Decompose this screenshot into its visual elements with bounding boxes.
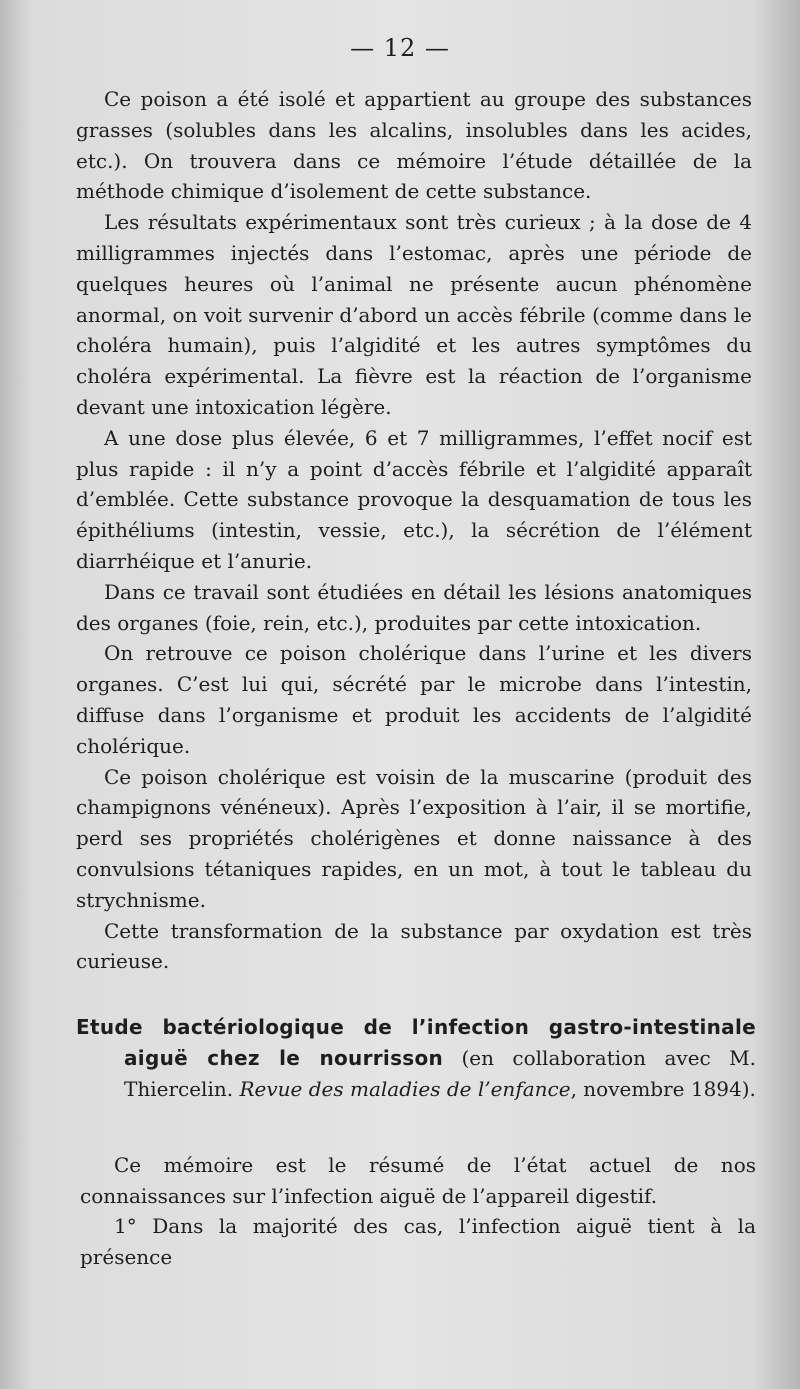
paragraph: Les résultats expérimentaux sont très curieux ; à la dose de 4 milligrammes injectés dans l’estomac, après une période de quelques heures où l’animal ne présente aucun phénomène anormal, on voit survenir d’abord un accès fébrile (comme dans le choléra humain), puis l’algidité et les autres symptômes du choléra expérimental. La fièvre est la réaction de l’organisme devant une intoxication légère.: [76, 210, 752, 419]
paragraph: Cette transformation de la substance par oxydation est très curieuse.: [76, 918, 752, 974]
page-number: — 12 —: [350, 34, 450, 62]
paragraph: Ce poison a été isolé et appartient au groupe des substances grasses (solubles dans les alcalins, insolubles dans les acides, etc.). On trouvera dans ce mémoire l’étude détaillée de la méthode chimique d’isolement de cette substance.: [76, 87, 752, 204]
paragraph: A une dose plus élevée, 6 et 7 milligrammes, l’effet nocif est plus rapide : il n’y a point d’accès fébrile et l’algidité apparaît d’emblée. Cette substance provoque la desquamation de tous les épithéliums (intestin, vessie, etc.), la sécrétion de l’élément diarrhéique et l’anurie.: [76, 425, 752, 573]
section-journal: Revue des maladies de l’enfance: [239, 1077, 571, 1101]
section-date: , novembre 1894).: [570, 1077, 756, 1101]
section-collaboration: (en collaboration avec M. Thiercelin.: [124, 1046, 756, 1101]
paragraph: On retrouve ce poison cholérique dans l’urine et les divers organes. C’est lui qui, sécrété par le microbe dans l’intestin, diffuse dans l’organisme et produit les accidents de l’algidité cholérique.: [76, 641, 752, 758]
section-title: Etude bactériologique de l’infection gastro-intestinale aiguë chez le nourrisson: [76, 1015, 756, 1070]
body-text: [76, 84, 752, 977]
paragraph: Ce poison cholérique est voisin de la muscarine (produit des champignons vénéneux). Après l’exposition à l’air, il se mortifie, perd ses propriétés cholérigènes et donne naissance à des convulsions tétaniques rapides, en un mot, à tout le tableau du strychnisme.: [76, 764, 752, 912]
section-paragraph: 1° Dans la majorité des cas, l’infection aiguë tient à la présence: [80, 1214, 756, 1269]
section-paragraph: Ce mémoire est le résumé de l’état actuel de nos connaissances sur l’infection aiguë de l’appareil digestif.: [80, 1153, 756, 1208]
section-body: [80, 1150, 756, 1272]
paragraph: Dans ce travail sont étudiées en détail les lésions anatomiques des organes (foie, rein, etc.), produites par cette intoxication.: [76, 579, 752, 635]
section-heading: [76, 1012, 756, 1105]
